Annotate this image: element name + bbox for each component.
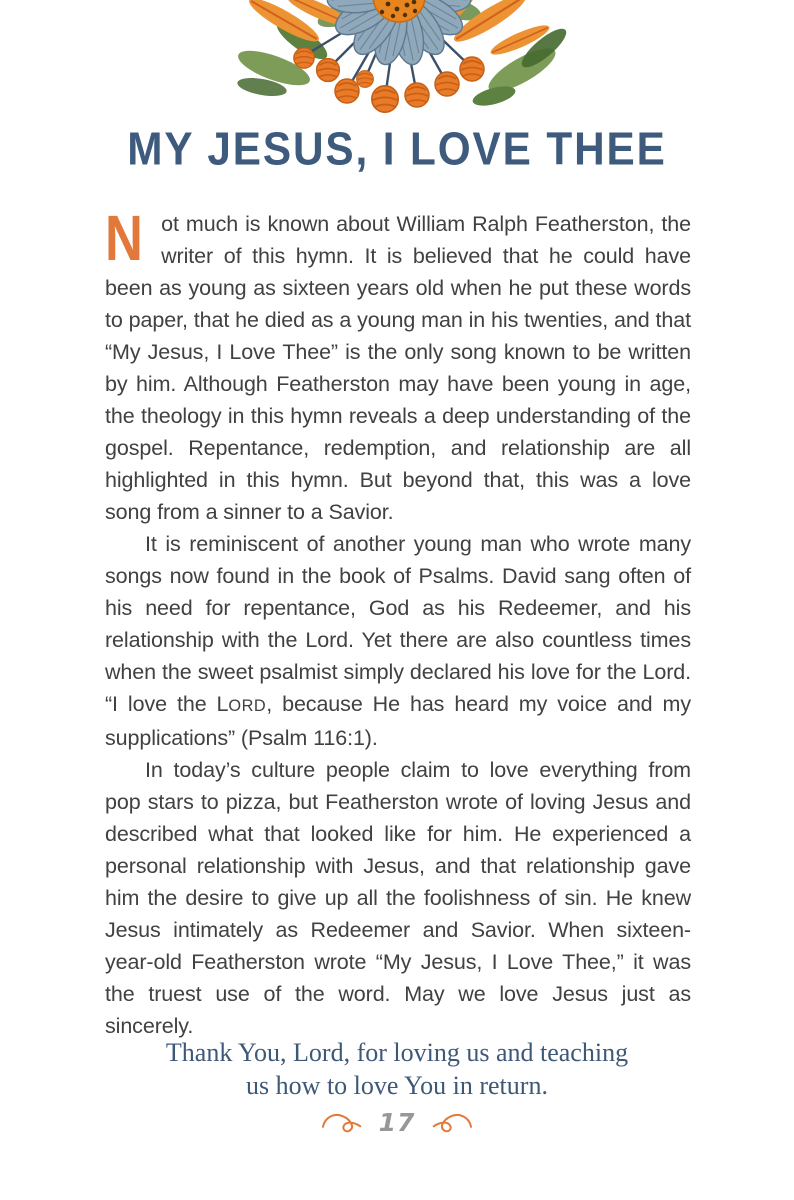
page-title: MY JESUS, I LOVE THEE <box>127 122 667 176</box>
page-footer <box>0 1108 794 1137</box>
body-paragraph-3 <box>105 754 691 1042</box>
prayer-line-1: Thank You, Lord, for loving us and teaching <box>165 1038 629 1067</box>
paragraph-2-text-b: , because He has heard my voice and my supplications” (Psalm 116:1). <box>105 692 691 750</box>
dropcap-letter: N <box>105 202 143 274</box>
paragraph-1-text: ot much is known about William Ralph Featherston, the writer of this hymn. It is believed that he could have been as young as sixteen years old when he put these words to paper, that he died as a young man in his twenties, and that “My Jesus, I Love Thee” is the only song known to be written by him. Although Featherston may have been young in age, the theology in this hymn reveals a deep understanding of the gospel. Repentance, redemption, and relationship are all highlighted in this hymn. But beyond that, this was a love song from a sinner to a Savior. <box>105 212 691 524</box>
floral-illustration-image <box>222 0 572 118</box>
paragraph-3-text: In today’s culture people claim to love everything from pop stars to pizza, but Featherston wrote of loving Jesus and described what that looked like for him. He experienced a personal relationship with Jesus, and that relationship gave him the desire to give up all the foolishness of sin. He knew Jesus intimately as Redeemer and Savior. When sixteen-year-old Featherston wrote “My Jesus, I Love Thee,” it was the truest use of the word. May we love Jesus just as sincerely. <box>105 758 691 1038</box>
page-number: 17 <box>378 1108 416 1137</box>
paragraph-2-text-a: It is reminiscent of another young man who wrote many songs now found in the book of Psalms. David sang often of his need for repentance, God as his Redeemer, and his relationship with the Lord. Yet there are also countless times when the sweet psalmist simply declared his love for the Lord. “I love the L <box>105 532 691 716</box>
flourish-left-icon <box>322 1110 366 1136</box>
body-paragraph-1 <box>105 202 691 528</box>
prayer-line-2: us how to love You in return. <box>246 1071 548 1100</box>
body-text <box>105 202 691 1042</box>
body-paragraph-2 <box>105 528 691 754</box>
lord-smallcaps: ORD <box>228 697 267 715</box>
flourish-right-icon <box>428 1110 472 1136</box>
closing-prayer <box>0 1036 794 1102</box>
